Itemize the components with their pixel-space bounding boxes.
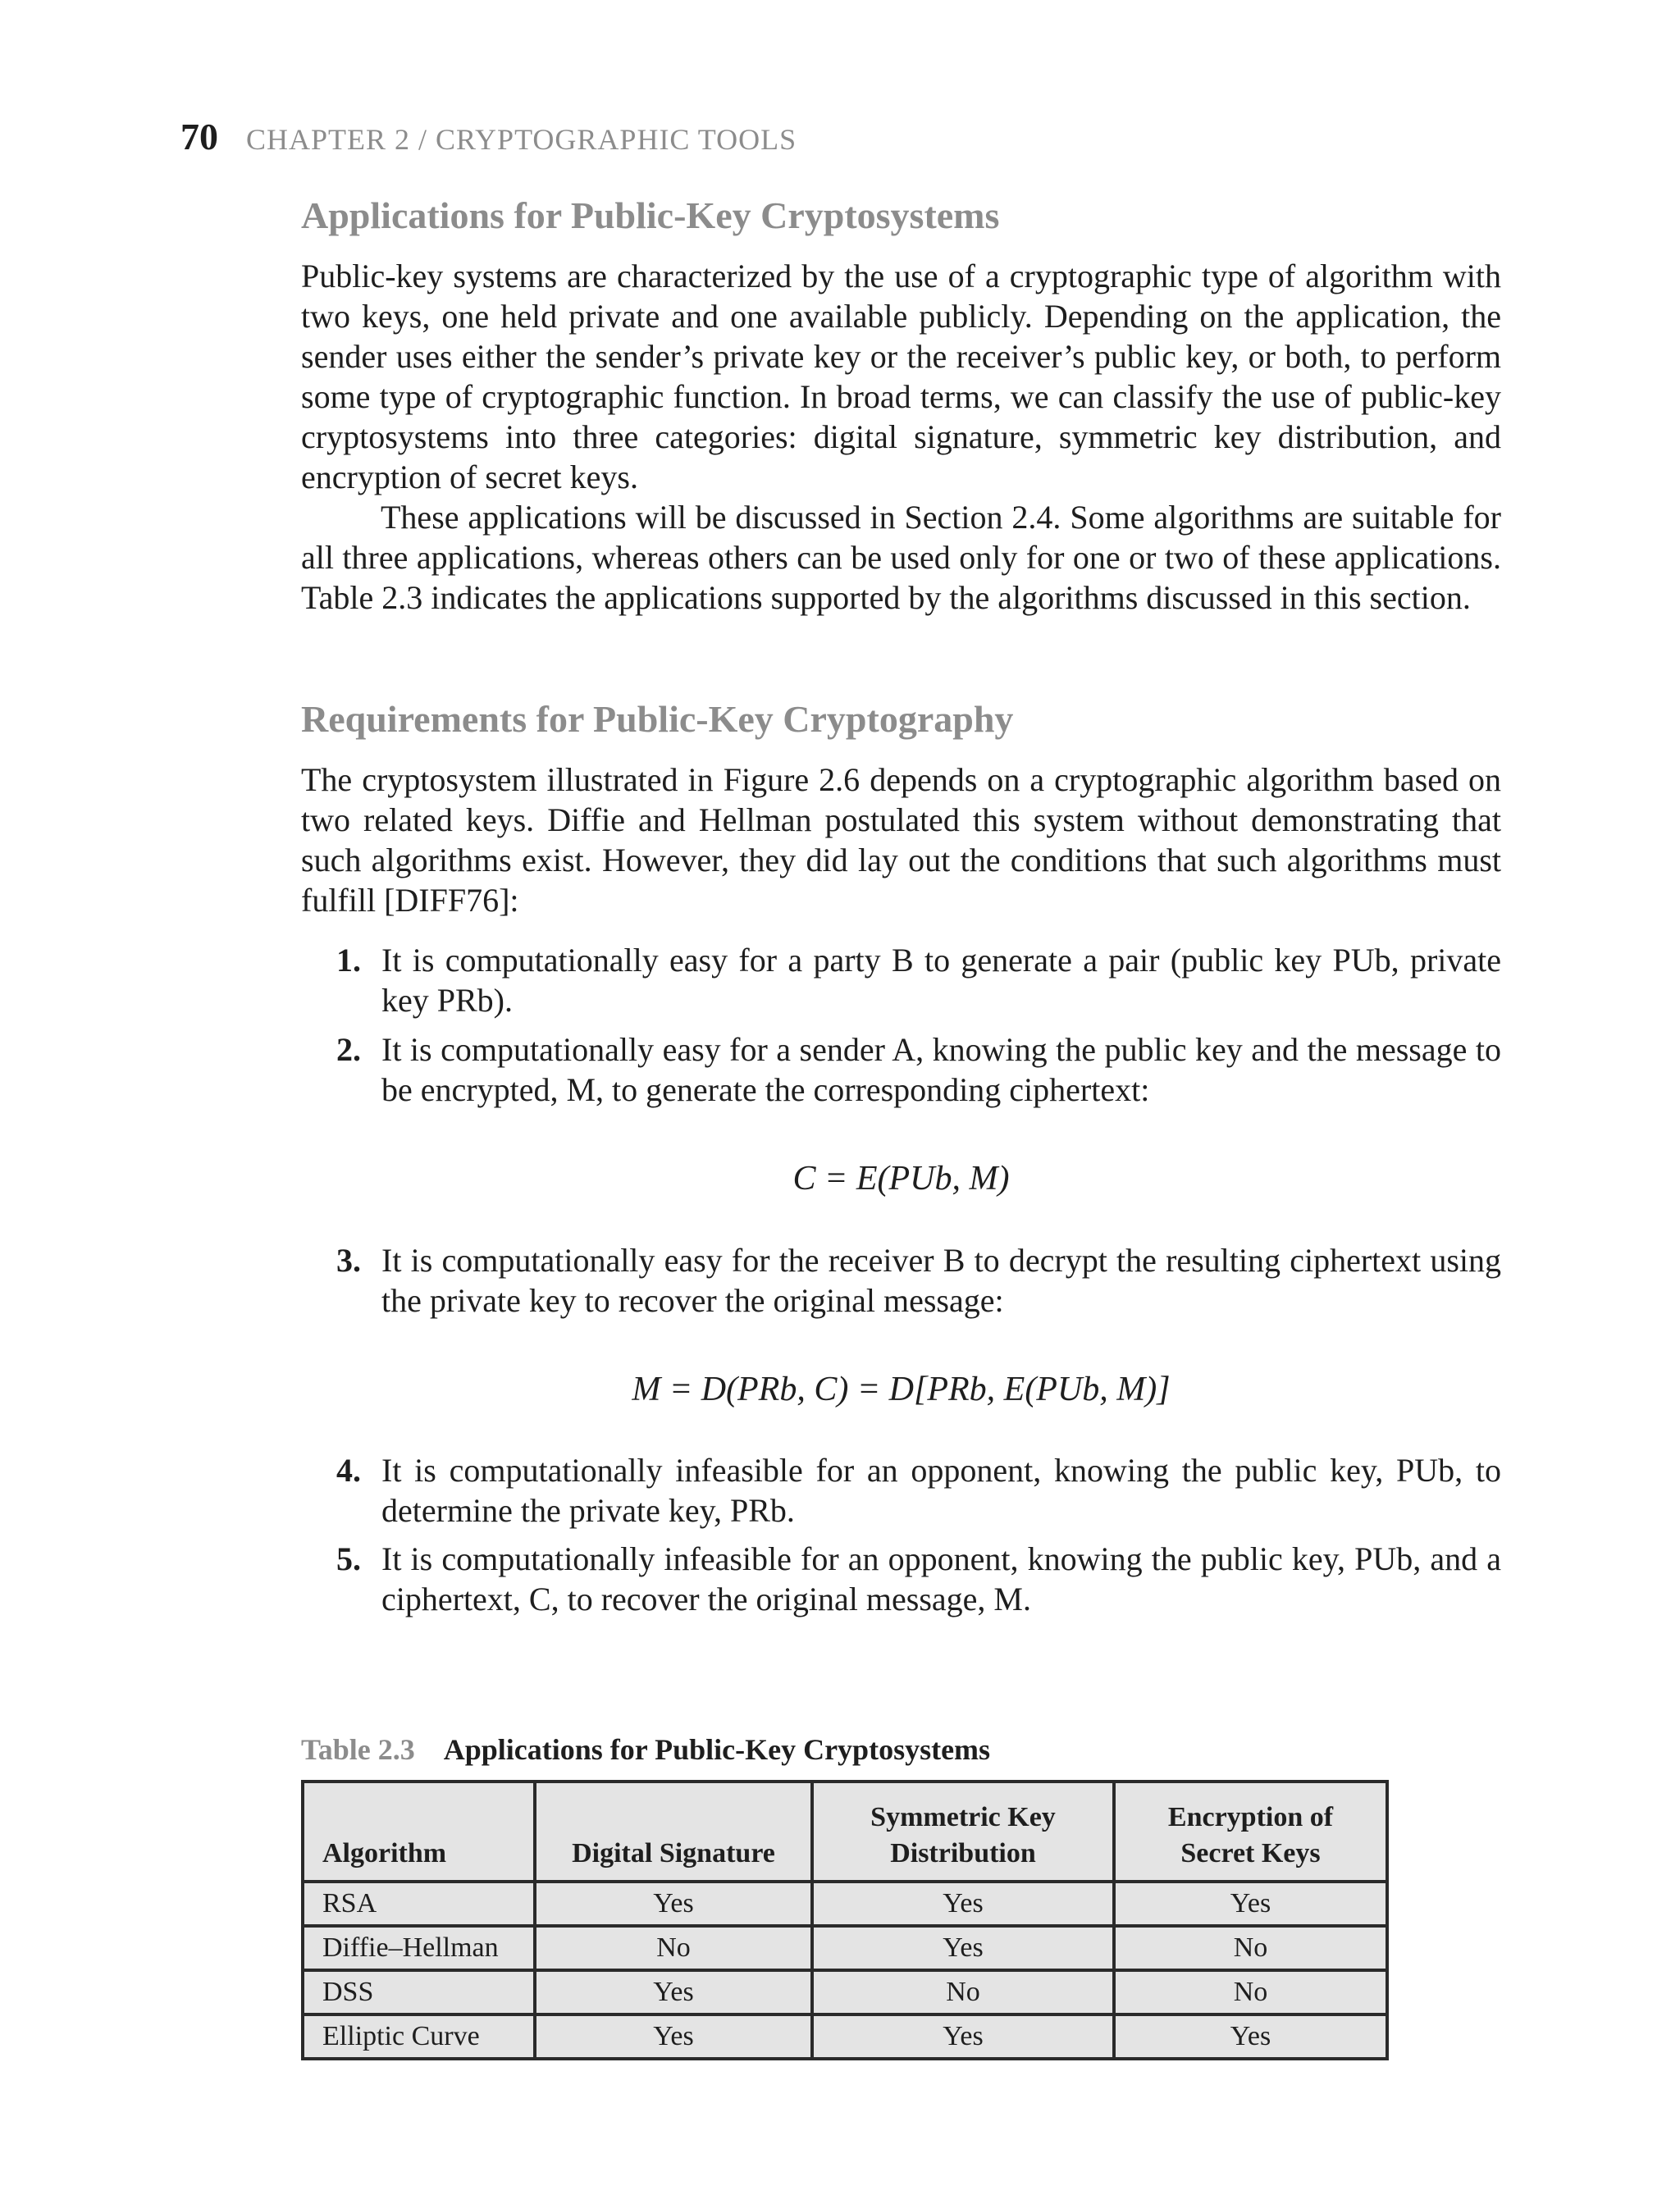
list-item	[336, 940, 1501, 1020]
section-heading-requirements: Requirements for Public-Key Cryptography	[301, 698, 1014, 740]
list-text: It is computationally easy for the receiver B to decrypt the resulting ciphertext using the private key to recover the original message:	[381, 1242, 1501, 1319]
equation-decryption	[301, 1370, 1501, 1409]
list-number: 2.	[336, 1031, 361, 1068]
list-number: 4.	[336, 1452, 361, 1489]
table-cell: Diffie–Hellman	[303, 1926, 535, 1970]
list-text: It is computationally infeasible for an opponent, knowing the public key, PUb, to determine the private key, PRb.	[381, 1452, 1501, 1529]
table-cell: No	[1114, 1926, 1387, 1970]
list-number: 5.	[336, 1540, 361, 1577]
paragraph: Public-key systems are characterized by the use of a cryptographic type of algorithm with two keys, one held private and one available publicly. Depending on the application, the sender uses either the sender’s private key or the receiver’s public key, or both, to perform some type of cryptographic function. In broad terms, we can classify the use of public-key cryptosystems into three categories: digital signature, symmetric key distribution, and encryption of secret keys.	[301, 258, 1501, 495]
table-cell: Yes	[535, 2014, 812, 2059]
table-cell: Elliptic Curve	[303, 2014, 535, 2059]
table-row	[303, 1970, 1387, 2014]
list-text: It is computationally easy for a sender A, knowing the public key and the message to be encrypted, M, to generate the corresponding ciphertext:	[381, 1031, 1501, 1108]
header-algorithm: Algorithm	[303, 1782, 535, 1882]
list-item	[336, 1240, 1501, 1321]
equation-encryption	[301, 1159, 1501, 1198]
table-cell: Yes	[812, 2014, 1114, 2059]
table-cell: RSA	[303, 1882, 535, 1926]
table-caption	[301, 1732, 990, 1767]
table-cell: No	[535, 1926, 812, 1970]
header-symmetric-key-distribution: Symmetric Key Distribution	[812, 1782, 1114, 1882]
section-heading-applications: Applications for Public-Key Cryptosystems	[301, 194, 1000, 236]
list-item	[336, 1450, 1501, 1531]
list-text: It is computationally infeasible for an opponent, knowing the public key, PUb, and a ciphertext, C, to recover the original message, M.	[381, 1540, 1501, 1617]
table-cell: Yes	[535, 1970, 812, 2014]
table-cell: No	[812, 1970, 1114, 2014]
paragraph: These applications will be discussed in Section 2.4. Some algorithms are suitable for all three applications, whereas others can be used only for one or two of these applications. Table 2.3 indicates the applications supported by the algorithms discussed in this section.	[301, 499, 1501, 616]
running-head: CHAPTER 2 / CRYPTOGRAPHIC TOOLS	[246, 123, 797, 156]
table-title: Applications for Public-Key Cryptosystems	[443, 1733, 991, 1766]
list-number: 3.	[336, 1242, 361, 1279]
header-encryption-of-secret-keys: Encryption of Secret Keys	[1114, 1782, 1387, 1882]
table-row	[303, 1882, 1387, 1926]
table-cell: Yes	[535, 1882, 812, 1926]
table-cell: Yes	[812, 1926, 1114, 1970]
table-header-row	[303, 1782, 1387, 1882]
paragraph: The cryptosystem illustrated in Figure 2.6 depends on a cryptographic algorithm based on two related keys. Diffie and Hellman postulated this system without demonstrating that such algorithms exist. However, they did lay out the conditions that such algorithms must fulfill [DIFF76]:	[301, 761, 1501, 919]
applications-table	[301, 1780, 1389, 2060]
table-cell: Yes	[812, 1882, 1114, 1926]
list-text: It is computationally easy for a party B to generate a pair (public key PUb, private key PRb).	[381, 942, 1501, 1019]
page-header	[180, 115, 797, 164]
equation-text: M = D(PRb, C) = D[PRb, E(PUb, M)]	[632, 1371, 1171, 1408]
table-cell: Yes	[1114, 2014, 1387, 2059]
table-row	[303, 1926, 1387, 1970]
list-number: 1.	[336, 942, 361, 979]
page-number: 70	[180, 116, 218, 157]
list-item	[336, 1539, 1501, 1619]
equation-text: C = E(PUb, M)	[792, 1160, 1010, 1198]
list-item	[336, 1029, 1501, 1110]
header-digital-signature: Digital Signature	[535, 1782, 812, 1882]
table-cell: Yes	[1114, 1882, 1387, 1926]
table-cell: No	[1114, 1970, 1387, 2014]
table-cell: DSS	[303, 1970, 535, 2014]
table-label: Table 2.3	[301, 1733, 415, 1766]
table-row	[303, 2014, 1387, 2059]
